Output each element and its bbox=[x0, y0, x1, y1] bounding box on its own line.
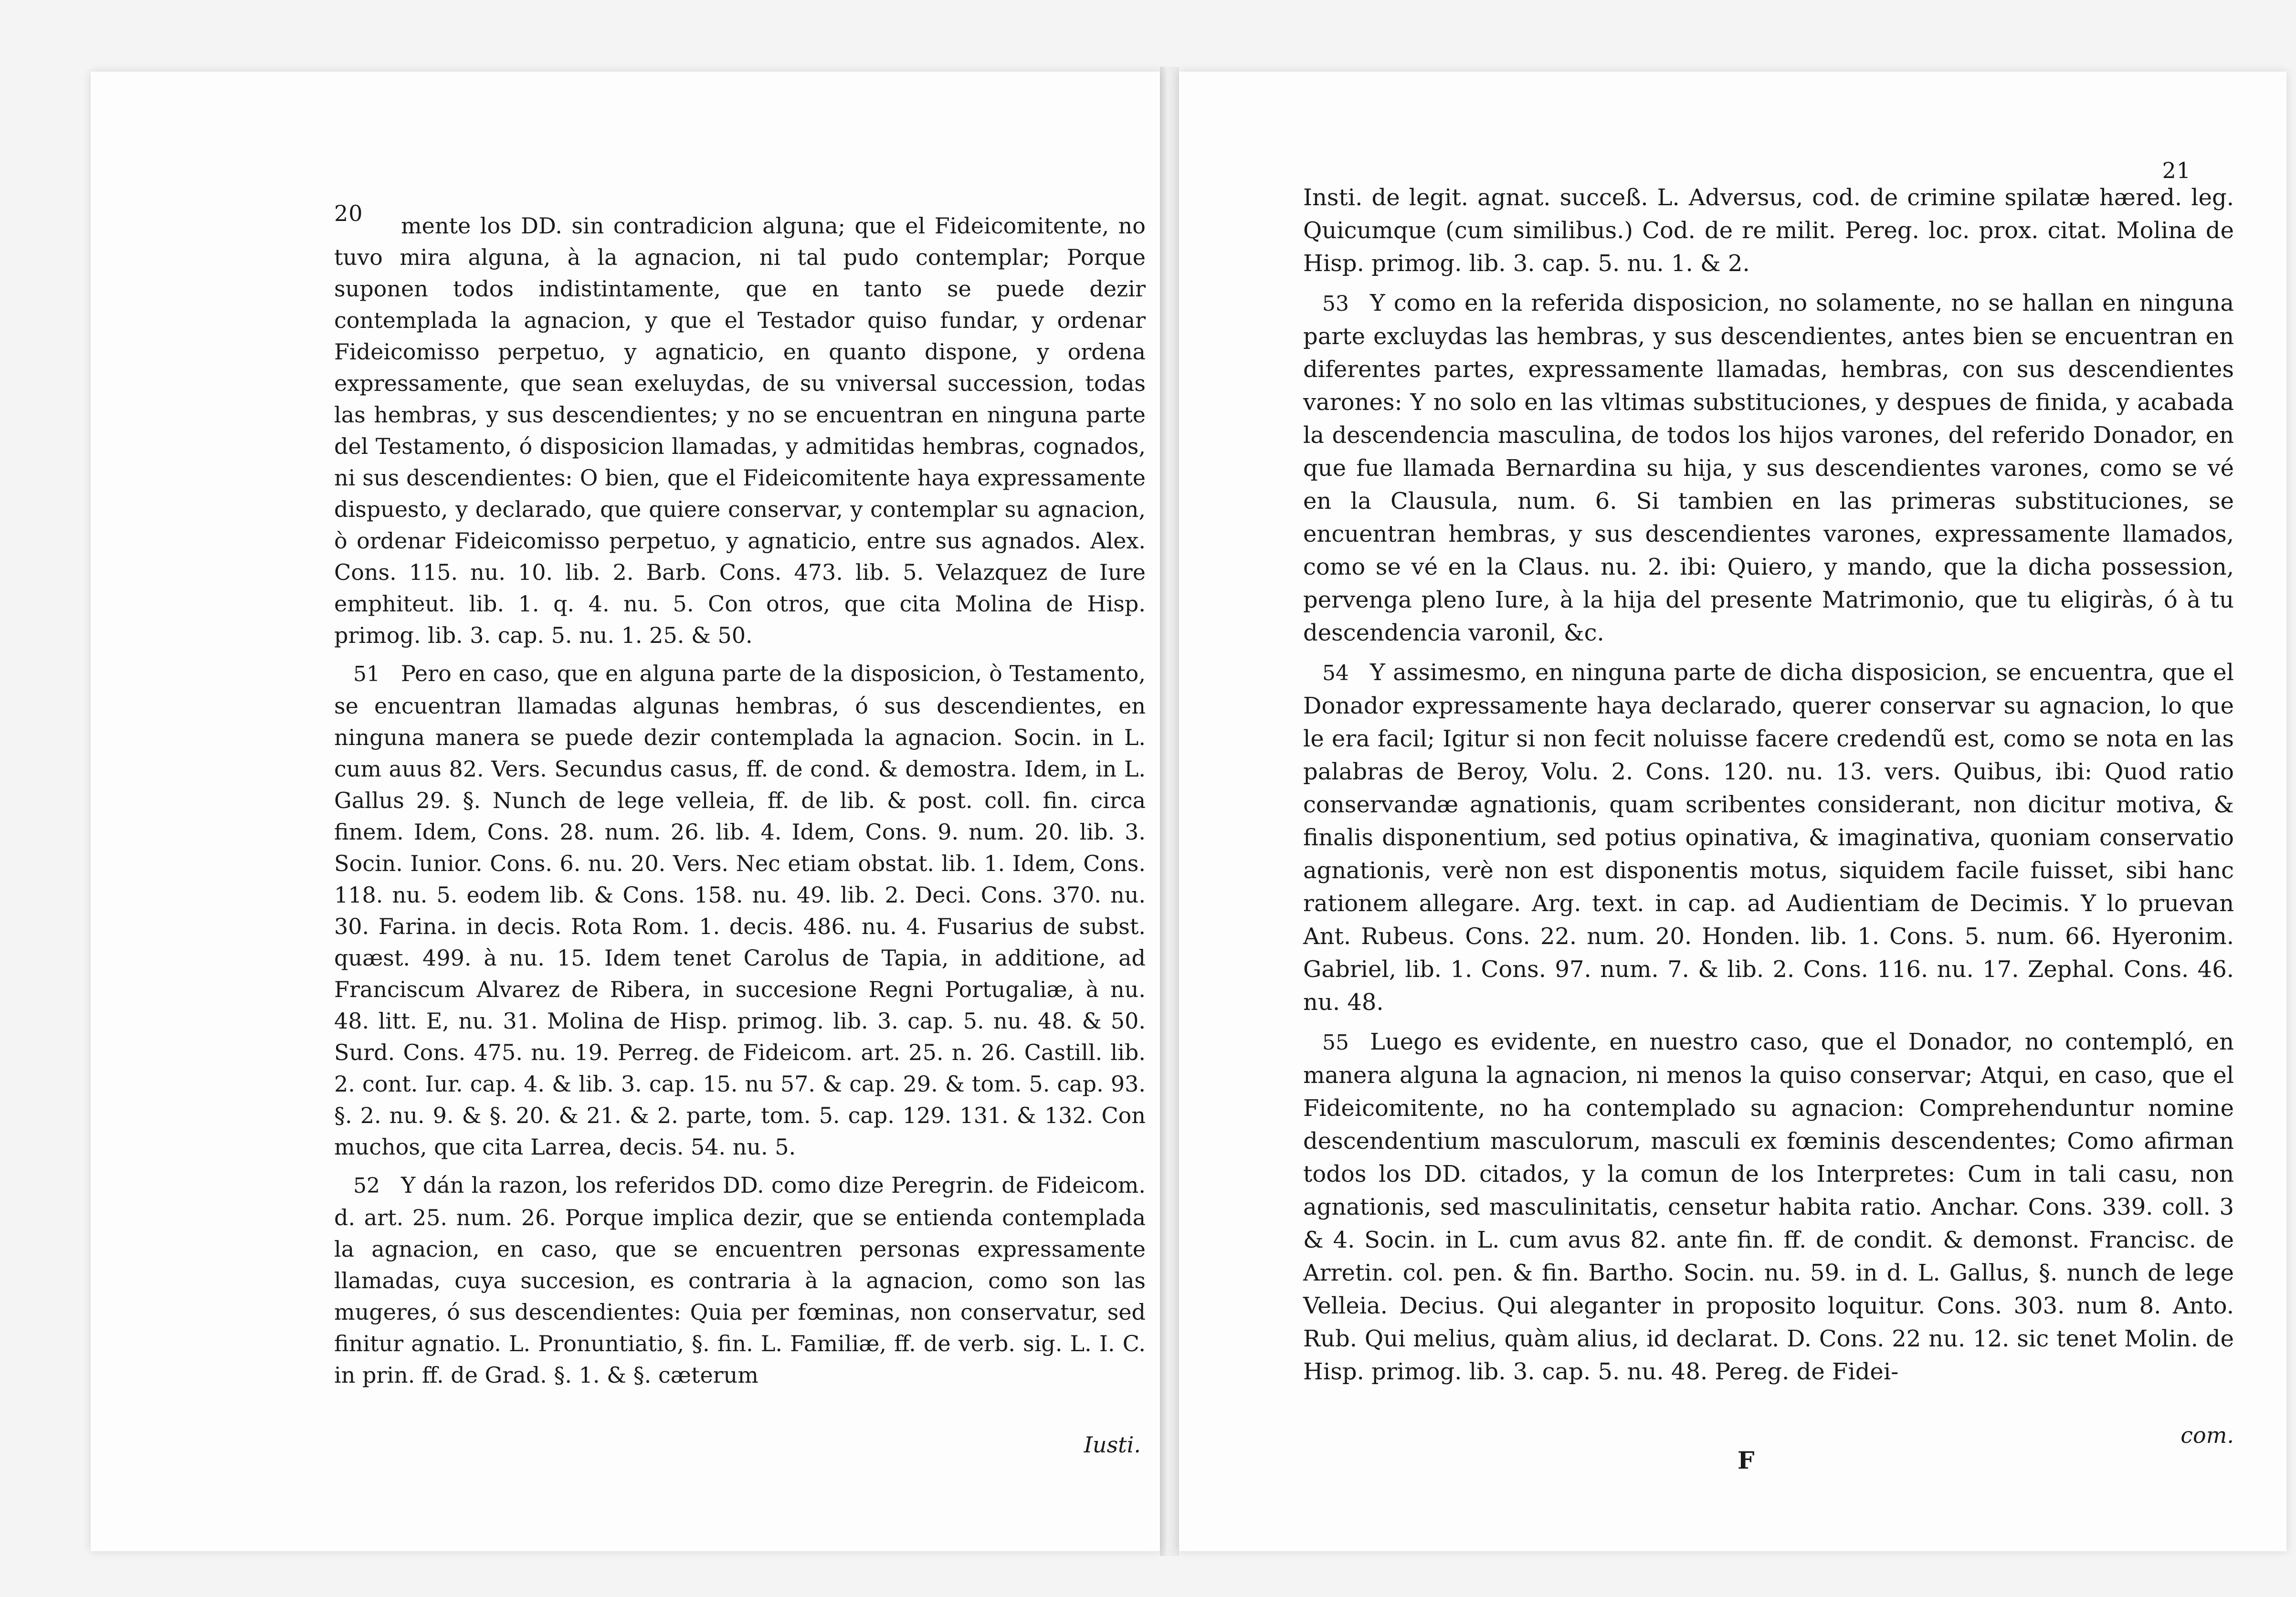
paragraph-number: 53 bbox=[1322, 292, 1349, 316]
paragraph bbox=[1303, 656, 2234, 1019]
paragraph bbox=[1303, 181, 2234, 280]
page-body bbox=[334, 210, 1146, 1391]
paragraph-number: 52 bbox=[353, 1174, 380, 1198]
page-number: 20 bbox=[334, 200, 363, 226]
paragraph bbox=[334, 1169, 1146, 1391]
paragraph-text: Y como en la referida disposicion, no solamente, no se hallan en ninguna parte excluydas las hembras, y sus descendientes, antes bien se encuentran en diferentes partes, expressamente llamadas, hembras, con sus descendientes varones: Y no solo en las vltimas substituciones, y despues de finida, y acabada la descendencia masculina, de todos los hijos varones, del referido Donador, en que fue llamada Bernardina su hija, y sus descendientes varones, como se vé en la Clausula, num. 6. Si tambien en las primeras substituciones, se encuentran hembras, y sus descendientes varones, expressamente llamados, como se vé en la Claus. nu. 2. ibi: Quiero, y mando, que la dicha possession, pervenga pleno Iure, à la hija del presente Matrimonio, que tu eligiràs, ó à tu descendencia varonil, &c. bbox=[1303, 290, 2234, 646]
paragraph-text: mente los DD. sin contradicion alguna; que el Fideicomitente, no tuvo mira alguna, à la agnacion, ni tal pudo contemplar; Porque suponen todos indistintamente, que en tanto se puede dezir contemplada la agnacion, y que el Testador quiso fundar, y ordenar Fideicomisso perpetuo, y agnaticio, en quanto dispone, y ordena expressamente, que sean exeluydas, de su vniversal succession, todas las hembras, y sus descendientes; y no se encuentran en ninguna parte del Testamento, ó disposicion llamadas, y admitidas hembras, cognados, ni sus descendientes: O bien, que el Fideicomitente haya expressamente dispuesto, y declarado, que quiere conservar, y contemplar su agnacion, ò ordenar Fideicomisso perpetuo, y agnaticio, entre sus agnados. Alex. Cons. 115. nu. 10. lib. 2. Barb. Cons. 473. lib. 5. Velazquez de Iure emphiteut. lib. 1. q. 4. nu. 5. Con otros, que cita Molina de Hisp. primog. lib. 3. cap. 5. nu. 1. 25. & 50. bbox=[334, 213, 1146, 648]
paragraph bbox=[1303, 287, 2234, 650]
signature-mark: F bbox=[1738, 1446, 1755, 1474]
paragraph-number: 54 bbox=[1322, 661, 1349, 685]
book-gutter bbox=[1160, 67, 1179, 1556]
paragraph bbox=[334, 210, 1146, 651]
paragraph bbox=[334, 658, 1146, 1163]
paragraph-text: Insti. de legit. agnat. succeß. L. Adversus, cod. de crimine spilatæ hæred. leg. Quicumque (cum similibus.) Cod. de re milit. Pereg. loc. prox. citat. Molina de Hisp. primog. lib. 3. cap. 5. nu. 1. & 2. bbox=[1303, 184, 2234, 277]
page-body bbox=[1303, 181, 2234, 1388]
paragraph-text: Pero en caso, que en alguna parte de la disposicion, ò Testamento, se encuentran llamadas algunas hembras, ó sus descendientes, en ninguna manera se puede dezir contemplada la agnacion. Socin. in L. cum auus 82. Vers. Secundus casus, ff. de cond. & demostra. Idem, in L. Gallus 29. §. Nunch de lege velleia, ff. de lib. & post. coll. fin. circa finem. Idem, Cons. 28. num. 26. lib. 4. Idem, Cons. 9. num. 20. lib. 3. Socin. Iunior. Cons. 6. nu. 20. Vers. Nec etiam obstat. lib. 1. Idem, Cons. 118. nu. 5. eodem lib. & Cons. 158. nu. 49. lib. 2. Deci. Cons. 370. nu. 30. Farina. in decis. Rota Rom. 1. decis. 486. nu. 4. Fusarius de subst. quæst. 499. à nu. 15. Idem tenet Carolus de Tapia, in additione, ad Franciscum Alvarez de Ribera, in succesione Regni Portugaliæ, à nu. 48. litt. E, nu. 31. Molina de Hisp. primog. lib. 3. cap. 5. nu. 48. & 50. Surd. Cons. 475. nu. 19. Perreg. de Fideicom. art. 25. n. 26. Castill. lib. 2. cont. Iur. cap. 4. & lib. 3. cap. 15. nu 57. & cap. 29. & tom. 5. cap. 93. §. 2. nu. 9. & §. 20. & 21. & 2. parte, tom. 5. cap. 129. 131. & 132. Con muchos, que cita Larrea, decis. 54. nu. 5. bbox=[334, 661, 1146, 1160]
paragraph bbox=[1303, 1026, 2234, 1388]
left-page bbox=[91, 72, 1160, 1551]
right-page bbox=[1179, 72, 2286, 1551]
paragraph-text: Y dán la razon, los referidos DD. como dize Peregrin. de Fideicom. d. art. 25. num. 26. Porque implica dezir, que se entienda contemplada la agnacion, en caso, que se encuentren personas expressamente llamadas, cuya succesion, es contraria à la agnacion, como son las mugeres, ó sus descendientes: Quia per fœminas, non conservatur, sed finitur agnatio. L. Pronuntiatio, §. fin. L. Familiæ, ff. de verb. sig. L. I. C. in prin. ff. de Grad. §. 1. & §. cæterum bbox=[334, 1172, 1146, 1388]
catchword: com. bbox=[2180, 1422, 2234, 1448]
page-number: 21 bbox=[2162, 158, 2191, 183]
paragraph-text: Y assimesmo, en ninguna parte de dicha disposicion, se encuentra, que el Donador expressamente haya declarado, querer conservar su agnacion, lo que le era facil; Igitur si non fecit noluisse facere credendũ est, como se nota en las palabras de Beroy, Volu. 2. Cons. 120. nu. 13. vers. Quibus, ibi: Quod ratio conservandæ agnationis, quam scribentes considerant, non dicitur motiva, & finalis disponentium, sed potius opinativa, & imaginativa, quoniam conservatio agnationis, verè non est disponentis motus, siquidem facile fuisset, sibi hanc rationem allegare. Arg. text. in cap. ad Audientiam de Decimis. Y lo pruevan Ant. Rubeus. Cons. 22. num. 20. Honden. lib. 1. Cons. 5. num. 66. Hyeronim. Gabriel, lib. 1. Cons. 97. num. 7. & lib. 2. Cons. 116. nu. 17. Zephal. Cons. 46. nu. 48. bbox=[1303, 659, 2234, 1016]
paragraph-number: 51 bbox=[353, 662, 380, 686]
paragraph-text: Luego es evidente, en nuestro caso, que el Donador, no contempló, en manera alguna la agnacion, ni menos la quiso conservar; Atqui, en caso, que el Fideicomitente, no ha contemplado su agnacion: Comprehenduntur nomine descendentium masculorum, masculi ex fœminis descendentes; Como afirman todos los DD. citados, y la comun de los Interpretes: Cum in tali casu, non agnationis, sed masculinitatis, censetur habita ratio. Anchar. Cons. 339. coll. 3 & 4. Socin. in L. cum avus 82. ante fin. ff. de condit. & demonst. Francisc. de Arretin. col. pen. & fin. Bartho. Socin. nu. 59. in d. L. Gallus, §. nunch de lege Velleia. Decius. Qui aleganter in proposito loquitur. Cons. 303. num 8. Anto. Rub. Qui melius, quàm alius, id declarat. D. Cons. 22 nu. 12. sic tenet Molin. de Hisp. primog. lib. 3. cap. 5. nu. 48. Pereg. de Fidei- bbox=[1303, 1029, 2234, 1385]
catchword: Iusti. bbox=[1084, 1432, 1141, 1458]
paragraph-number: 55 bbox=[1322, 1030, 1349, 1055]
